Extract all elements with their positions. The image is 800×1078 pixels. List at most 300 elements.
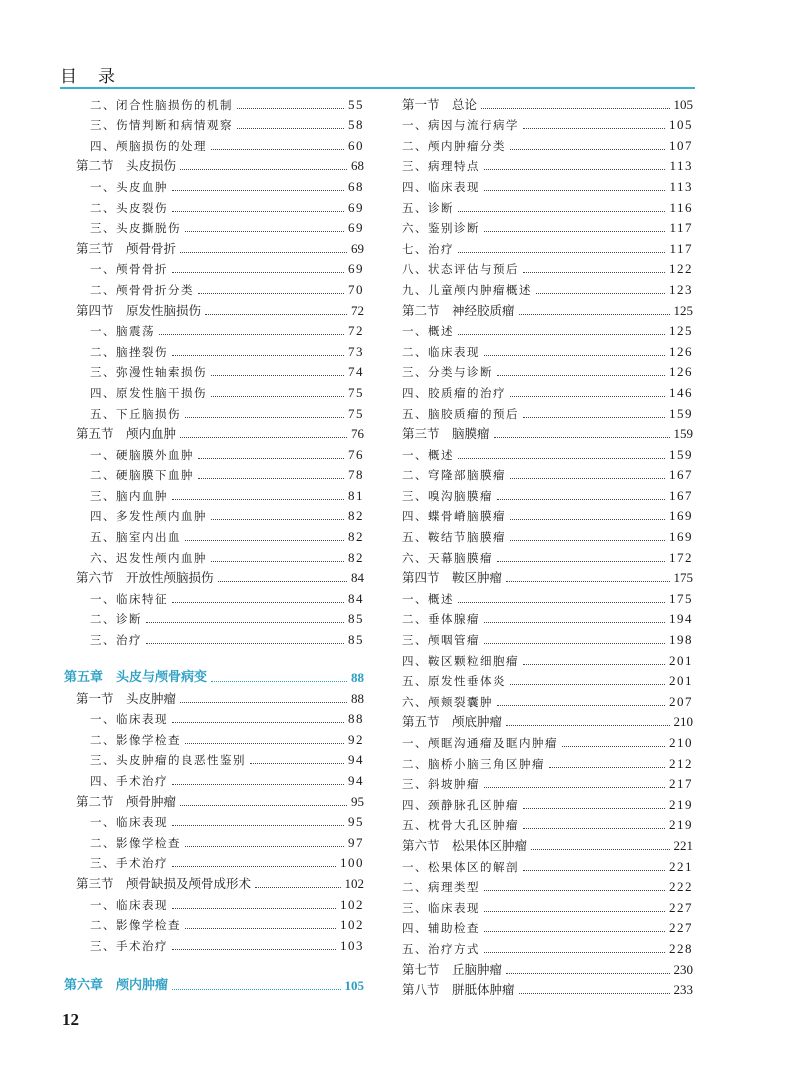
toc-entry-page: 105 bbox=[344, 977, 364, 993]
dot-leader bbox=[523, 808, 665, 809]
dot-leader bbox=[510, 149, 665, 150]
toc-entry-page: 230 bbox=[673, 961, 693, 977]
toc-entry-label: 五、诊断 bbox=[402, 200, 454, 215]
toc-entry-page: 82 bbox=[348, 529, 364, 545]
dot-leader bbox=[458, 211, 665, 212]
toc-entry-label: 六、颅颊裂囊肿 bbox=[402, 694, 493, 709]
toc-entry-page: 159 bbox=[669, 446, 693, 462]
toc-entry-page: 85 bbox=[348, 611, 364, 627]
toc-subsection-entry[interactable] bbox=[64, 115, 364, 136]
toc-entry-label: 第八节 胼胝体肿瘤 bbox=[402, 982, 515, 998]
toc-entry-label: 第三节 颅骨骨折 bbox=[76, 240, 177, 256]
toc-subsection-entry[interactable] bbox=[402, 341, 693, 362]
dot-leader bbox=[519, 993, 670, 994]
toc-entry-page: 210 bbox=[669, 735, 693, 750]
toc-entry-label: 一、临床表现 bbox=[90, 897, 168, 912]
toc-subsection-entry[interactable] bbox=[64, 588, 364, 609]
toc-entry-page: 169 bbox=[669, 529, 693, 545]
toc-subsection-entry[interactable] bbox=[402, 362, 693, 383]
toc-entry-label: 五、治疗方式 bbox=[402, 941, 480, 956]
dot-leader bbox=[172, 499, 344, 500]
dot-leader bbox=[180, 437, 347, 438]
toc-entry-page: 102 bbox=[340, 896, 364, 912]
toc-subsection-entry[interactable] bbox=[64, 485, 364, 506]
toc-entry-label: 二、影像学检查 bbox=[90, 835, 181, 850]
toc-entry-page: 82 bbox=[348, 508, 364, 524]
toc-entry-page: 219 bbox=[669, 817, 693, 833]
dot-leader bbox=[180, 702, 347, 703]
toc-subsection-entry[interactable] bbox=[64, 629, 364, 650]
toc-entry-label: 二、闭合性脑损伤的机制 bbox=[90, 97, 233, 112]
toc-entry-page: 95 bbox=[348, 814, 364, 830]
toc-section-entry[interactable] bbox=[402, 94, 693, 115]
toc-entry-label: 六、迟发性颅内血肿 bbox=[90, 550, 207, 565]
toc-entry-page: 84 bbox=[351, 570, 364, 586]
toc-subsection-entry[interactable] bbox=[402, 403, 693, 424]
toc-entry-label: 三、脑内血肿 bbox=[90, 488, 168, 503]
section-gap bbox=[64, 956, 364, 972]
toc-entry-label: 二、垂体腺瘤 bbox=[402, 612, 480, 627]
toc-entry-label: 四、辅助检查 bbox=[402, 921, 480, 936]
toc-section-entry[interactable] bbox=[402, 424, 693, 445]
toc-section-entry[interactable] bbox=[64, 238, 364, 259]
dot-leader bbox=[172, 272, 344, 273]
dot-leader bbox=[255, 887, 340, 888]
toc-entry-label: 二、诊断 bbox=[90, 612, 142, 627]
toc-entry-page: 55 bbox=[348, 96, 364, 112]
dot-leader bbox=[172, 211, 344, 212]
dot-leader bbox=[458, 252, 665, 253]
toc-entry-page: 201 bbox=[669, 673, 693, 689]
toc-subsection-entry[interactable] bbox=[402, 444, 693, 465]
toc-entry-label: 二、临床表现 bbox=[402, 344, 480, 359]
toc-entry-page: 69 bbox=[348, 261, 364, 277]
toc-entry-page: 217 bbox=[669, 776, 693, 792]
toc-entry-page: 212 bbox=[669, 755, 693, 771]
dot-leader bbox=[523, 828, 665, 829]
dot-leader bbox=[497, 561, 665, 562]
dot-leader bbox=[185, 928, 336, 929]
toc-entry-label: 一、硬脑膜外血肿 bbox=[90, 447, 194, 462]
dot-leader bbox=[458, 458, 665, 459]
dot-leader bbox=[180, 252, 347, 253]
dot-leader bbox=[549, 767, 665, 768]
toc-subsection-entry[interactable] bbox=[402, 938, 693, 959]
dot-leader bbox=[185, 540, 344, 541]
toc-chapter-entry[interactable] bbox=[64, 664, 364, 688]
toc-entry-label: 第五节 颅底肿瘤 bbox=[402, 714, 503, 730]
toc-subsection-entry[interactable] bbox=[402, 650, 693, 671]
toc-subsection-entry[interactable] bbox=[402, 856, 693, 877]
toc-section-entry[interactable] bbox=[402, 980, 693, 1001]
dot-leader bbox=[185, 231, 344, 232]
toc-subsection-entry[interactable] bbox=[402, 115, 693, 136]
toc-subsection-entry[interactable] bbox=[64, 894, 364, 915]
toc-entry-label: 一、头皮血肿 bbox=[90, 179, 168, 194]
dot-leader bbox=[211, 375, 344, 376]
toc-entry-label: 一、松果体区的解剖 bbox=[402, 859, 519, 874]
toc-entry-page: 75 bbox=[348, 405, 364, 421]
toc-entry-page: 70 bbox=[348, 281, 364, 297]
toc-entry-label: 一、概述 bbox=[402, 591, 454, 606]
toc-subsection-entry[interactable] bbox=[64, 770, 364, 791]
dot-leader bbox=[506, 973, 669, 974]
dot-leader bbox=[458, 334, 665, 335]
toc-entry-label: 三、手术治疗 bbox=[90, 856, 168, 871]
toc-subsection-entry[interactable] bbox=[402, 753, 693, 774]
toc-subsection-entry[interactable] bbox=[402, 382, 693, 403]
dot-leader bbox=[523, 664, 665, 665]
toc-entry-page: 116 bbox=[669, 199, 693, 215]
toc-entry-page: 68 bbox=[348, 178, 364, 194]
toc-section-entry[interactable] bbox=[402, 568, 693, 589]
toc-subsection-entry[interactable] bbox=[64, 135, 364, 156]
toc-entry-page: 88 bbox=[348, 711, 364, 727]
toc-section-entry[interactable] bbox=[64, 568, 364, 589]
toc-entry-label: 六、天幕脑膜瘤 bbox=[402, 550, 493, 565]
toc-subsection-entry[interactable] bbox=[64, 526, 364, 547]
toc-entry-label: 第五章 头皮与颅骨病变 bbox=[64, 670, 208, 686]
dot-leader bbox=[185, 846, 344, 847]
toc-entry-label: 三、病理特点 bbox=[402, 159, 480, 174]
dot-leader bbox=[172, 355, 344, 356]
dot-leader bbox=[523, 272, 665, 273]
dot-leader bbox=[523, 128, 665, 129]
toc-entry-page: 221 bbox=[669, 858, 693, 874]
toc-entry-label: 第七节 丘脑肿瘤 bbox=[402, 961, 503, 977]
toc-entry-label: 第六章 颅内肿瘤 bbox=[64, 977, 169, 993]
toc-subsection-entry[interactable] bbox=[402, 176, 693, 197]
dot-leader bbox=[237, 128, 344, 129]
toc-subsection-entry[interactable] bbox=[402, 877, 693, 898]
dot-leader bbox=[205, 314, 347, 315]
toc-entry-label: 一、临床表现 bbox=[90, 815, 168, 830]
dot-leader bbox=[484, 169, 665, 170]
dot-leader bbox=[523, 870, 665, 871]
header-rule bbox=[60, 87, 695, 89]
toc-entry-page: 126 bbox=[669, 364, 693, 380]
toc-subsection-entry[interactable] bbox=[402, 218, 693, 239]
toc-section-entry[interactable] bbox=[402, 835, 693, 856]
toc-entry-label: 四、颈静脉孔区肿瘤 bbox=[402, 797, 519, 812]
toc-subsection-entry[interactable] bbox=[64, 915, 364, 936]
toc-subsection-entry[interactable] bbox=[402, 506, 693, 527]
toc-subsection-entry[interactable] bbox=[64, 444, 364, 465]
toc-entry-label: 九、儿童颅内肿瘤概述 bbox=[402, 282, 532, 297]
dot-leader bbox=[146, 643, 344, 644]
toc-entry-label: 四、手术治疗 bbox=[90, 774, 168, 788]
toc-subsection-entry[interactable] bbox=[402, 588, 693, 609]
toc-entry-label: 三、伤情判断和病情观察 bbox=[90, 118, 233, 133]
toc-entry-label: 一、概述 bbox=[402, 447, 454, 462]
toc-section-entry[interactable] bbox=[402, 712, 693, 733]
toc-entry-label: 四、原发性脑干损伤 bbox=[90, 385, 207, 400]
toc-subsection-entry[interactable] bbox=[402, 485, 693, 506]
toc-entry-page: 105 bbox=[673, 96, 693, 112]
toc-subsection-entry[interactable] bbox=[402, 321, 693, 342]
toc-subsection-entry[interactable] bbox=[64, 750, 364, 771]
dot-leader bbox=[510, 478, 665, 479]
toc-subsection-entry[interactable] bbox=[402, 238, 693, 259]
dot-leader bbox=[497, 705, 665, 706]
toc-entry-page: 72 bbox=[351, 302, 364, 318]
toc-subsection-entry[interactable] bbox=[64, 197, 364, 218]
dot-leader bbox=[172, 602, 344, 603]
toc-header-title: 目 录 bbox=[60, 67, 117, 87]
toc-entry-page: 94 bbox=[348, 773, 364, 788]
toc-entry-page: 84 bbox=[348, 590, 364, 606]
toc-subsection-entry[interactable] bbox=[402, 465, 693, 486]
toc-subsection-entry[interactable] bbox=[402, 526, 693, 547]
dot-leader bbox=[211, 396, 344, 397]
toc-entry-page: 69 bbox=[348, 220, 364, 236]
toc-entry-label: 二、影像学检查 bbox=[90, 918, 181, 933]
dot-leader bbox=[484, 622, 665, 623]
toc-subsection-entry[interactable] bbox=[64, 709, 364, 730]
toc-subsection-entry[interactable] bbox=[64, 506, 364, 527]
toc-entry-page: 73 bbox=[348, 343, 364, 359]
toc-entry-page: 97 bbox=[348, 834, 364, 850]
toc-subsection-entry[interactable] bbox=[64, 812, 364, 833]
toc-entry-page: 228 bbox=[669, 940, 693, 956]
toc-section-entry[interactable] bbox=[64, 688, 364, 709]
toc-subsection-entry[interactable] bbox=[64, 853, 364, 874]
toc-entry-label: 第二节 头皮损伤 bbox=[76, 158, 177, 174]
toc-subsection-entry[interactable] bbox=[402, 794, 693, 815]
toc-section-entry[interactable] bbox=[64, 300, 364, 321]
toc-entry-page: 117 bbox=[669, 240, 693, 256]
toc-subsection-entry[interactable] bbox=[402, 279, 693, 300]
dot-leader bbox=[531, 849, 669, 850]
toc-entry-page: 75 bbox=[348, 384, 364, 400]
toc-entry-label: 三、斜坡肿瘤 bbox=[402, 777, 480, 792]
toc-entry-page: 227 bbox=[669, 899, 693, 915]
toc-subsection-entry[interactable] bbox=[402, 815, 693, 836]
toc-entry-label: 六、鉴别诊断 bbox=[402, 221, 480, 236]
dot-leader bbox=[510, 540, 665, 541]
dot-leader bbox=[180, 805, 347, 806]
dot-leader bbox=[494, 437, 670, 438]
toc-entry-page: 219 bbox=[669, 796, 693, 812]
dot-leader bbox=[172, 825, 344, 826]
toc-subsection-entry[interactable] bbox=[402, 629, 693, 650]
dot-leader bbox=[484, 231, 665, 232]
toc-entry-page: 72 bbox=[348, 323, 364, 339]
toc-entry-label: 四、临床表现 bbox=[402, 179, 480, 194]
toc-subsection-entry[interactable] bbox=[64, 279, 364, 300]
dot-leader bbox=[172, 190, 344, 191]
toc-entry-label: 一、临床表现 bbox=[90, 712, 168, 727]
dot-leader bbox=[185, 743, 344, 744]
toc-entry-page: 125 bbox=[673, 302, 693, 318]
dot-leader bbox=[458, 602, 665, 603]
toc-entry-label: 四、胶质瘤的治疗 bbox=[402, 385, 506, 400]
toc-entry-page: 82 bbox=[348, 549, 364, 565]
toc-entry-page: 175 bbox=[673, 570, 693, 586]
toc-entry-page: 159 bbox=[669, 405, 693, 421]
toc-entry-page: 58 bbox=[348, 117, 364, 133]
toc-subsection-entry[interactable] bbox=[402, 156, 693, 177]
dot-leader bbox=[484, 911, 665, 912]
toc-entry-page: 78 bbox=[348, 467, 364, 483]
toc-entry-page: 117 bbox=[669, 220, 693, 236]
dot-leader bbox=[198, 478, 344, 479]
toc-entry-label: 第三节 脑膜瘤 bbox=[402, 426, 490, 442]
toc-entry-label: 三、治疗 bbox=[90, 633, 142, 648]
toc-section-entry[interactable] bbox=[402, 959, 693, 980]
toc-entry-label: 第三节 颅骨缺损及颅骨成形术 bbox=[76, 875, 252, 891]
dot-leader bbox=[211, 561, 344, 562]
toc-entry-label: 二、颅内肿瘤分类 bbox=[402, 138, 506, 153]
toc-section-entry[interactable] bbox=[64, 156, 364, 177]
toc-subsection-entry[interactable] bbox=[64, 382, 364, 403]
toc-subsection-entry[interactable] bbox=[64, 176, 364, 197]
toc-entry-page: 92 bbox=[348, 731, 364, 747]
toc-subsection-entry[interactable] bbox=[64, 218, 364, 239]
dot-leader bbox=[172, 722, 344, 723]
toc-entry-label: 第四节 鞍区肿瘤 bbox=[402, 570, 503, 586]
dot-leader bbox=[159, 334, 344, 335]
section-gap bbox=[64, 650, 364, 664]
toc-entry-page: 125 bbox=[669, 323, 693, 339]
toc-entry-page: 122 bbox=[669, 261, 693, 277]
toc-subsection-entry[interactable] bbox=[64, 729, 364, 750]
toc-subsection-entry[interactable] bbox=[64, 832, 364, 853]
toc-subsection-entry[interactable] bbox=[64, 321, 364, 342]
toc-entry-label: 二、脑桥小脑三角区肿瘤 bbox=[402, 756, 545, 771]
toc-entry-page: 76 bbox=[351, 426, 364, 442]
dot-leader bbox=[237, 108, 344, 109]
toc-entry-label: 一、脑震荡 bbox=[90, 324, 155, 339]
toc-section-entry[interactable] bbox=[64, 873, 364, 894]
toc-subsection-entry[interactable] bbox=[64, 341, 364, 362]
toc-entry-page: 85 bbox=[348, 632, 364, 648]
dot-leader bbox=[211, 149, 344, 150]
toc-entry-label: 一、概述 bbox=[402, 324, 454, 339]
toc-entry-page: 113 bbox=[669, 178, 693, 194]
toc-subsection-entry[interactable] bbox=[402, 197, 693, 218]
toc-entry-page: 123 bbox=[669, 281, 693, 297]
toc-entry-label: 第一节 总论 bbox=[402, 96, 478, 112]
dot-leader bbox=[211, 681, 347, 682]
toc-entry-label: 第一节 头皮肿瘤 bbox=[76, 690, 177, 706]
toc-subsection-entry[interactable] bbox=[402, 135, 693, 156]
dot-leader bbox=[506, 725, 669, 726]
toc-entry-page: 113 bbox=[669, 158, 693, 174]
dot-leader bbox=[172, 949, 336, 950]
toc-entry-label: 第五节 颅内血肿 bbox=[76, 426, 177, 442]
toc-entry-label: 一、颅眶沟通瘤及眶内肿瘤 bbox=[402, 736, 558, 750]
toc-entry-page: 175 bbox=[669, 590, 693, 606]
toc-entry-page: 207 bbox=[669, 693, 693, 709]
toc-entry-page: 81 bbox=[348, 487, 364, 503]
dot-leader bbox=[172, 784, 344, 785]
toc-entry-page: 105 bbox=[669, 117, 693, 133]
toc-subsection-entry[interactable] bbox=[64, 609, 364, 630]
toc-entry-page: 76 bbox=[348, 446, 364, 462]
toc-entry-page: 69 bbox=[348, 199, 364, 215]
toc-entry-label: 五、脑胶质瘤的预后 bbox=[402, 406, 519, 421]
toc-entry-page: 167 bbox=[669, 487, 693, 503]
dot-leader bbox=[497, 375, 665, 376]
toc-subsection-entry[interactable] bbox=[402, 609, 693, 630]
toc-subsection-entry[interactable] bbox=[402, 897, 693, 918]
toc-entry-label: 七、治疗 bbox=[402, 241, 454, 256]
dot-leader bbox=[211, 519, 344, 520]
toc-subsection-entry[interactable] bbox=[402, 671, 693, 692]
toc-entry-label: 五、下丘脑损伤 bbox=[90, 406, 181, 421]
toc-entry-label: 一、病因与流行病学 bbox=[402, 118, 519, 133]
dot-leader bbox=[484, 890, 665, 891]
toc-entry-label: 四、鞍区颗粒细胞瘤 bbox=[402, 653, 519, 668]
dot-leader bbox=[484, 931, 665, 932]
toc-subsection-entry[interactable] bbox=[402, 918, 693, 939]
toc-entry-label: 三、头皮撕脱伤 bbox=[90, 221, 181, 236]
toc-entry-label: 第六节 开放性颅脑损伤 bbox=[76, 570, 214, 586]
dot-leader bbox=[510, 396, 665, 397]
toc-section-entry[interactable] bbox=[64, 424, 364, 445]
toc-entry-page: 221 bbox=[673, 837, 693, 853]
dot-leader bbox=[484, 952, 665, 953]
toc-subsection-entry[interactable] bbox=[402, 774, 693, 795]
toc-entry-page: 68 bbox=[351, 158, 364, 174]
toc-entry-page: 88 bbox=[351, 670, 364, 686]
toc-subsection-entry[interactable] bbox=[64, 547, 364, 568]
toc-entry-page: 210 bbox=[673, 714, 693, 730]
toc-entry-page: 60 bbox=[348, 137, 364, 153]
toc-entry-label: 三、手术治疗 bbox=[90, 938, 168, 953]
toc-entry-page: 222 bbox=[669, 879, 693, 895]
toc-subsection-entry[interactable] bbox=[402, 732, 693, 753]
toc-subsection-entry[interactable] bbox=[64, 362, 364, 383]
dot-leader bbox=[510, 684, 665, 685]
toc-right-column bbox=[402, 94, 693, 1000]
toc-entry-label: 第六节 松果体区肿瘤 bbox=[402, 837, 528, 853]
toc-subsection-entry[interactable] bbox=[64, 259, 364, 280]
toc-subsection-entry[interactable] bbox=[64, 94, 364, 115]
toc-entry-label: 八、状态评估与预后 bbox=[402, 262, 519, 277]
toc-section-entry[interactable] bbox=[64, 791, 364, 812]
toc-entry-label: 五、枕骨大孔区肿瘤 bbox=[402, 818, 519, 833]
dot-leader bbox=[536, 293, 665, 294]
dot-leader bbox=[218, 581, 347, 582]
dot-leader bbox=[484, 355, 665, 356]
toc-entry-label: 四、多发性颅内血肿 bbox=[90, 509, 207, 524]
dot-leader bbox=[180, 169, 347, 170]
toc-entry-page: 172 bbox=[669, 549, 693, 565]
toc-entry-label: 五、鞍结节脑膜瘤 bbox=[402, 530, 506, 545]
toc-subsection-entry[interactable] bbox=[64, 935, 364, 956]
toc-entry-label: 二、硬脑膜下血肿 bbox=[90, 468, 194, 483]
toc-entry-page: 107 bbox=[669, 137, 693, 153]
toc-entry-label: 二、头皮裂伤 bbox=[90, 200, 168, 215]
toc-entry-page: 167 bbox=[669, 467, 693, 483]
toc-chapter-entry[interactable] bbox=[64, 972, 364, 996]
dot-leader bbox=[506, 581, 669, 582]
toc-entry-label: 二、穹隆部脑膜瘤 bbox=[402, 468, 506, 483]
toc-subsection-entry[interactable] bbox=[64, 403, 364, 424]
toc-subsection-entry[interactable] bbox=[402, 547, 693, 568]
toc-entry-label: 三、弥漫性轴索损伤 bbox=[90, 365, 207, 380]
dot-leader bbox=[185, 417, 344, 418]
toc-subsection-entry[interactable] bbox=[402, 259, 693, 280]
toc-subsection-entry[interactable] bbox=[64, 465, 364, 486]
toc-subsection-entry[interactable] bbox=[402, 691, 693, 712]
toc-entry-page: 88 bbox=[351, 690, 364, 706]
toc-entry-page: 100 bbox=[340, 855, 364, 871]
page-number: 12 bbox=[62, 1010, 79, 1029]
toc-section-entry[interactable] bbox=[402, 300, 693, 321]
